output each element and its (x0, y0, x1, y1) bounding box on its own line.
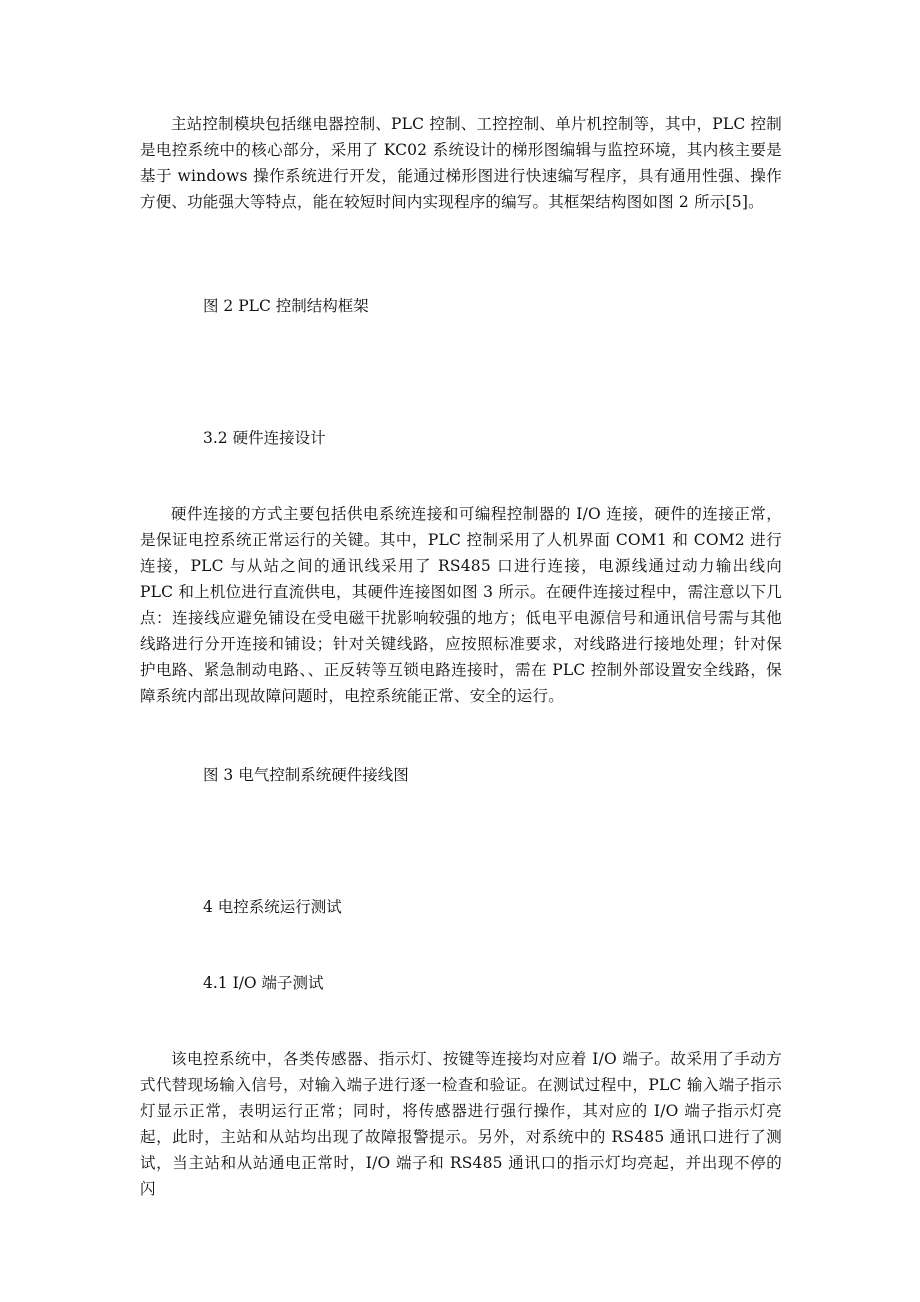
paragraph-hardware-connection: 硬件连接的方式主要包括供电系统连接和可编程控制器的 I/O 连接，硬件的连接正常，是保证电控系统正常运行的关键。其中，PLC 控制采用了人机界面 COM1 和 COM2 进行连接，PLC 与从站之间的通讯线采用了 RS485 口进行连接，电源线通过动力输出线向 PLC 和上机位进行直流供电，其硬件连接图如图 3 所示。在硬件连接过程中，需注意以下几点：连接线应避免铺设在受电磁干扰影响较强的地方；低电平电源信号和通讯信号需与其他线路进行分开连接和铺设；针对关键线路，应按照标准要求，对线路进行接地处理；针对保护电路、紧急制动电路、、正反转等互锁电路连接时，需在 PLC 控制外部设置安全线路，保障系统内部出现故障问题时，电控系统能正常、安全的运行。 (140, 505, 782, 705)
figure-3-caption: 图 3 电气控制系统硬件接线图 (203, 766, 409, 784)
section-3-2-heading: 3.2 硬件连接设计 (203, 429, 326, 447)
paragraph-io-terminal-test: 该电控系统中，各类传感器、指示灯、按键等连接均对应着 I/O 端子。故采用了手动方式代替现场输入信号，对输入端子进行逐一检查和验证。在测试过程中，PLC 输入端子指示灯显示正常，表明运行正常；同时，将传感器进行强行操作，其对应的 I/O 端子指示灯亮起，此时，主站和从站均出现了故障报警提示。另外，对系统中的 RS485 通讯口进行了测试，当主站和从站通电正常时，I/O 端子和 RS485 通讯口的指示灯均亮起，并出现不停的闪 (140, 1050, 782, 1198)
section-4-heading: 4 电控系统运行测试 (203, 898, 342, 916)
figure-2-caption: 图 2 PLC 控制结构框架 (203, 297, 369, 315)
section-4-1-heading: 4.1 I/O 端子测试 (203, 974, 324, 992)
paragraph-plc-control: 主站控制模块包括继电器控制、PLC 控制、工控控制、单片机控制等，其中，PLC 控制是电控系统中的核心部分，采用了 KC02 系统设计的梯形图编辑与监控环境，其内核主要是基于 windows 操作系统进行开发，能通过梯形图进行快速编写程序，具有通用性强、操作方便、功能强大等特点，能在较短时间内实现程序的编写。其框架结构图如图 2 所示[5]。 (140, 115, 782, 211)
